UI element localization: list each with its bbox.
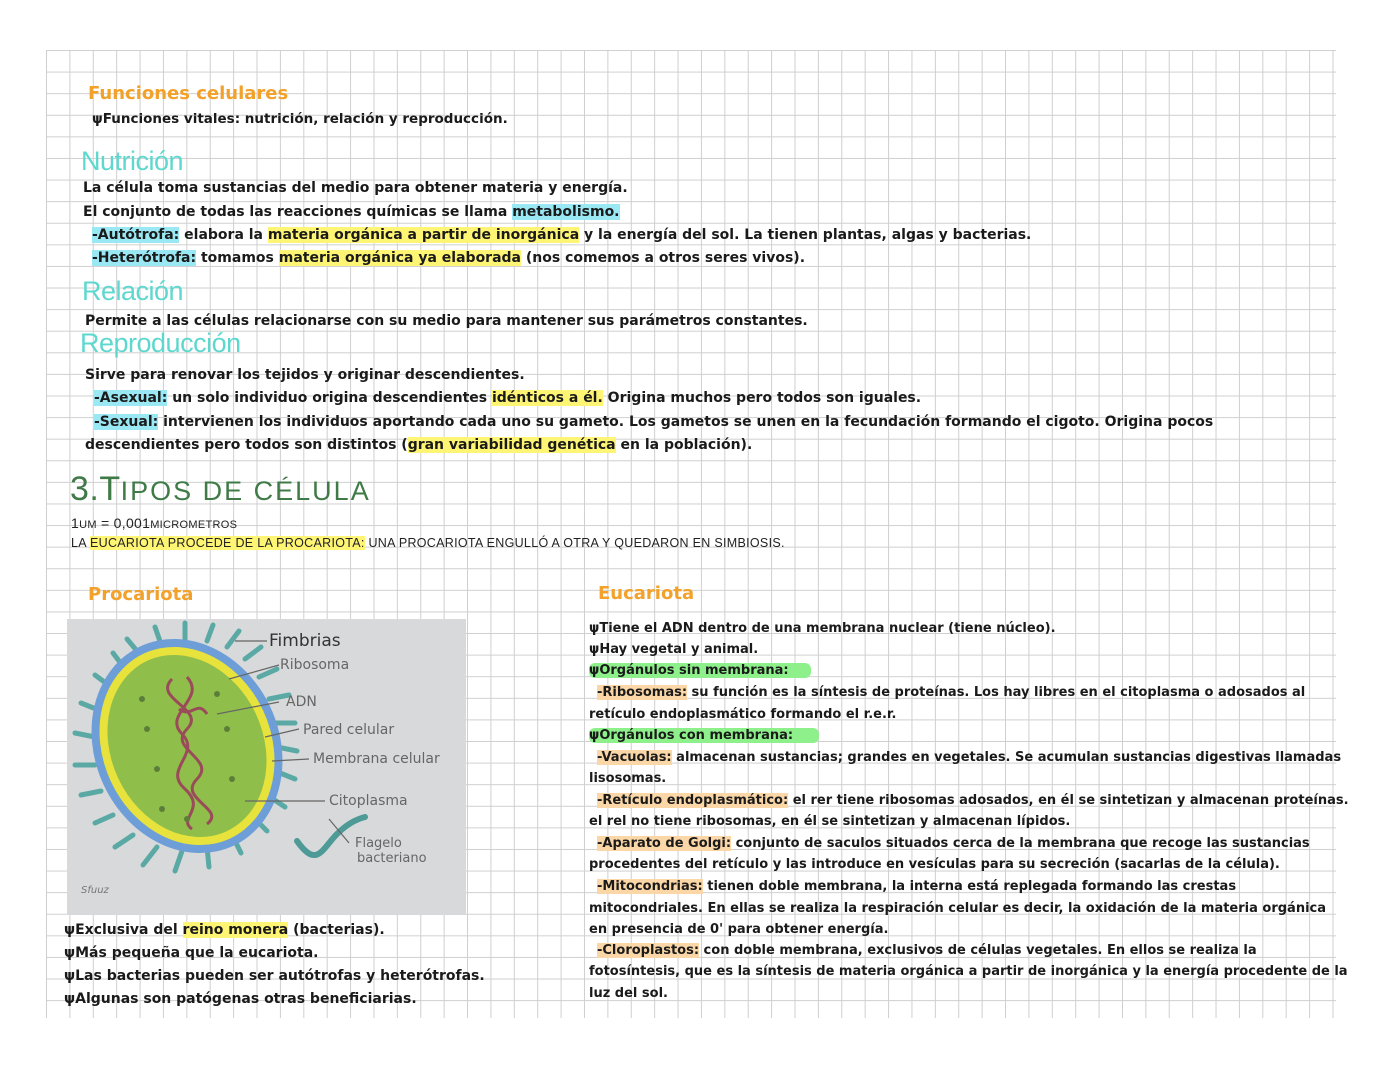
text: conjunto de saculos situados cerca de la membrana que recoge las sustancias bbox=[731, 836, 1310, 851]
eucariota-line-1: ψTiene el ADN dentro de una membrana nuclear (tiene núcleo). bbox=[589, 621, 1056, 636]
eucariota-title: Eucariota bbox=[598, 583, 695, 604]
text: LA bbox=[71, 536, 90, 550]
reproduccion-title: Reproducción bbox=[80, 328, 241, 358]
highlight: -Retículo endoplasmático: bbox=[597, 793, 789, 808]
procariota-bullet-1 bbox=[64, 922, 385, 938]
heterotrofa-term: -Heterótrofa: bbox=[92, 250, 197, 266]
reproduccion-line-sexual bbox=[94, 414, 1213, 430]
text: MICROMETROS bbox=[150, 519, 238, 531]
reproduccion-line-1: Sirve para renovar los tejidos y originar descendientes. bbox=[85, 367, 525, 383]
highlight: -Ribosomas: bbox=[597, 685, 688, 700]
highlight: gran variabilidad genética bbox=[407, 437, 616, 453]
text: su función es la síntesis de proteínas. Los hay libres en el citoplasma o adosados al bbox=[687, 685, 1306, 700]
highlight: materia orgánica ya elaborada bbox=[278, 250, 522, 266]
text: descendientes pero todos son distintos ( bbox=[85, 437, 408, 453]
adn-label: ADN bbox=[286, 694, 317, 710]
text: tienen doble membrana, la interna está replegada formando las crestas bbox=[702, 879, 1237, 894]
text: elabora la bbox=[179, 227, 268, 243]
eucariota-line-cloroplastos bbox=[597, 943, 1257, 958]
artist-signature: Sfuuz bbox=[81, 885, 109, 896]
procariota-title: Procariota bbox=[88, 584, 194, 605]
flagelo-label: Flagelo bbox=[355, 836, 402, 851]
eucariota-line-10: el rel no tiene ribosomas, en él se sintetizan y almacenan lípidos. bbox=[589, 814, 1071, 829]
eucariota-line-12: procedentes del retículo y las introduce en vesículas para su secreción (sacarlas de la célula). bbox=[589, 857, 1280, 872]
eucariota-line-17: fotosíntesis, que es la síntesis de materia orgánica a partir de inorgánica y la energía procedente de la bbox=[589, 964, 1348, 979]
highlight: -Vacuolas: bbox=[597, 750, 672, 765]
funciones-vitales: ψFunciones vitales: nutrición, relación y reproducción. bbox=[92, 111, 508, 127]
eucariota-line-18: luz del sol. bbox=[589, 986, 668, 1001]
text: con doble membrana, exclusivos de células vegetales. En ellos se realiza la bbox=[699, 943, 1257, 958]
text: y la energía del sol. La tienen plantas, algas y bacterias. bbox=[579, 227, 1032, 243]
reproduccion-line-asexual bbox=[94, 390, 921, 406]
nutricion-line-heterotrofa bbox=[92, 250, 805, 266]
nutricion-line-autotrofa bbox=[92, 227, 1031, 243]
relacion-line-1: Permite a las células relacionarse con su medio para mantener sus parámetros constantes. bbox=[85, 313, 808, 329]
text: en la población). bbox=[615, 437, 753, 453]
text: 3.T bbox=[70, 470, 121, 508]
text: = 0,001 bbox=[96, 515, 151, 531]
sexual-term: -Sexual: bbox=[94, 414, 159, 430]
funciones-title: Funciones celulares bbox=[88, 83, 289, 104]
tipos-title bbox=[70, 470, 371, 509]
procariota-bullet-4: ψAlgunas son patógenas otras beneficiarias. bbox=[64, 991, 417, 1007]
eucariota-line-2: ψHay vegetal y animal. bbox=[589, 642, 759, 657]
eucariota-line-ribosomas bbox=[597, 685, 1305, 700]
eucariota-line-3 bbox=[589, 663, 811, 678]
citoplasma-label: Citoplasma bbox=[329, 793, 408, 809]
bacteria-illustration bbox=[67, 619, 466, 915]
eucariota-line-golgi bbox=[597, 836, 1310, 851]
highlight: EUCARIOTA PROCEDE DE LA PROCARIOTA: bbox=[89, 536, 365, 550]
eucariota-procede-line bbox=[71, 536, 785, 550]
eucariota-line-vacuolas bbox=[597, 750, 1341, 765]
highlight: -Aparato de Golgi: bbox=[597, 836, 732, 851]
eucariota-line-reticulo bbox=[597, 793, 1349, 808]
text: IPOS DE CÉLULA bbox=[120, 476, 371, 506]
eucariota-line-8: lisosomas. bbox=[589, 771, 667, 786]
eucariota-line-mitocondrias bbox=[597, 879, 1236, 894]
text: UNA PROCARIOTA ENGULLÓ A OTRA Y QUEDARON EN SIMBIOSIS. bbox=[364, 536, 785, 550]
highlight: -Cloroplastos: bbox=[597, 943, 700, 958]
relacion-title: Relación bbox=[82, 276, 184, 306]
highlight: ψOrgánulos con membrana: bbox=[589, 728, 819, 743]
pared-celular-label: Pared celular bbox=[303, 722, 395, 738]
metabolismo-highlight: metabolismo. bbox=[512, 204, 620, 220]
text: tomamos bbox=[196, 250, 279, 266]
bacteriano-label: bacteriano bbox=[357, 851, 427, 866]
ribosoma-label: Ribosoma bbox=[280, 657, 350, 673]
bacteria-drawing bbox=[67, 619, 466, 915]
eucariota-line-14: mitocondriales. En ellas se realiza la respiración celular es decir, la oxidación de la materia orgánica bbox=[589, 901, 1327, 916]
fimbrias-label: Fimbrias bbox=[269, 631, 341, 651]
text: intervienen los individuos aportando cada uno su gameto. Los gametos se unen en la fecundación formando el cigoto. Origina pocos bbox=[158, 414, 1214, 430]
highlight: idénticos a él. bbox=[491, 390, 603, 406]
eucariota-line-5: retículo endoplasmático formando el r.e.r. bbox=[589, 707, 897, 722]
nutricion-title: Nutrición bbox=[81, 146, 184, 176]
text: ψExclusiva del bbox=[64, 922, 183, 938]
highlight: materia orgánica a partir de inorgánica bbox=[267, 227, 580, 243]
text: almacenan sustancias; grandes en vegetales. Se acumulan sustancias digestivas llamadas bbox=[671, 750, 1342, 765]
text: el rer tiene ribosomas adosados, en él se sintetizan y almacenan proteínas. bbox=[788, 793, 1349, 808]
membrana-celular-label: Membrana celular bbox=[313, 751, 440, 767]
nutricion-line-2 bbox=[83, 204, 620, 220]
text: (nos comemos a otros seres vivos). bbox=[521, 250, 806, 266]
nutricion-line-1: La célula toma sustancias del medio para obtener materia y energía. bbox=[83, 180, 628, 196]
text: (bacterias). bbox=[288, 922, 385, 938]
reproduccion-line-4 bbox=[85, 437, 752, 453]
asexual-term: -Asexual: bbox=[94, 390, 168, 406]
highlight: -Mitocondrias: bbox=[597, 879, 703, 894]
text: UM bbox=[79, 519, 97, 531]
eucariota-line-6 bbox=[589, 728, 819, 743]
eucariota-line-15: en presencia de 0' para obtener energía. bbox=[589, 922, 889, 937]
procariota-bullet-3: ψLas bacterias pueden ser autótrofas y heterótrofas. bbox=[64, 968, 485, 984]
text: El conjunto de todas las reacciones químicas se llama bbox=[83, 204, 513, 220]
text: 1 bbox=[71, 515, 80, 531]
text: un solo individuo origina descendientes bbox=[167, 390, 492, 406]
text: Origina muchos pero todos son iguales. bbox=[602, 390, 922, 406]
procariota-bullet-2: ψMás pequeña que la eucariota. bbox=[64, 945, 319, 961]
highlight: ψOrgánulos sin membrana: bbox=[589, 663, 811, 678]
micrometro-line bbox=[71, 515, 237, 531]
highlight: reino monera bbox=[182, 922, 289, 938]
autotrofa-term: -Autótrofa: bbox=[92, 227, 180, 243]
